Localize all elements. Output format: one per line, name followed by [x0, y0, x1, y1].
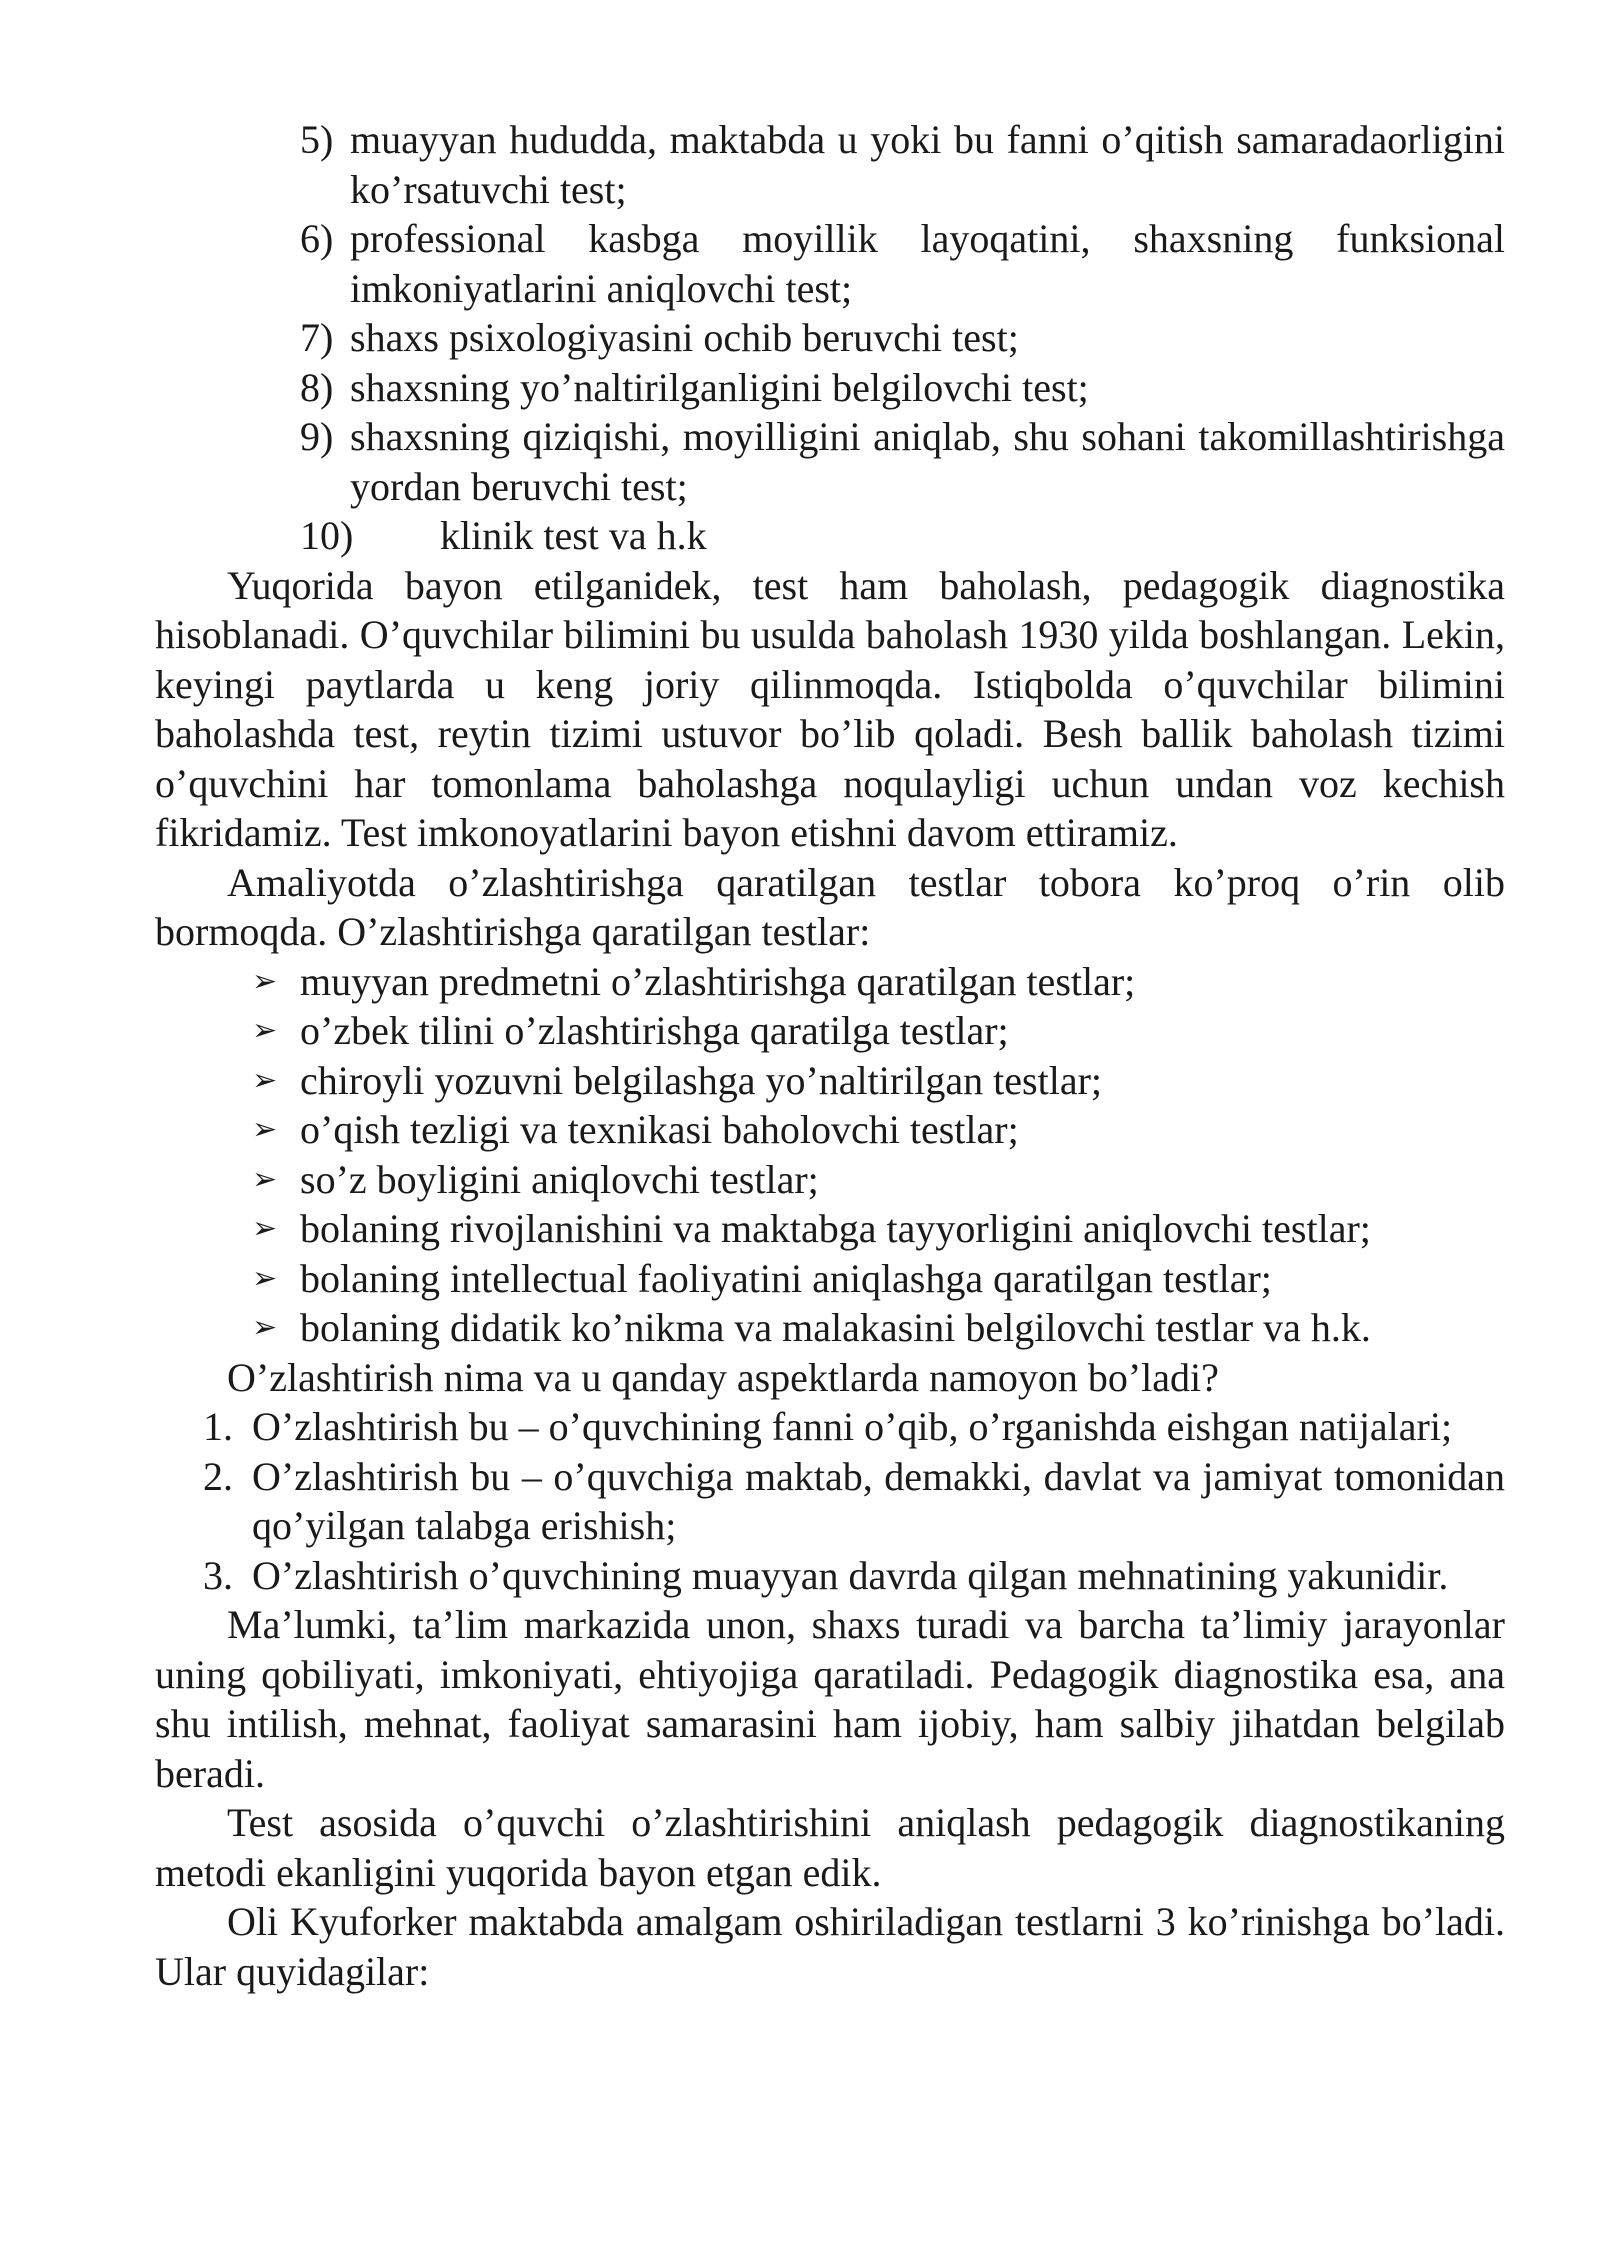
list-item-text: shaxs psixologiyasini ochib beruvchi test; [350, 315, 1019, 360]
bullet-item [155, 1204, 1505, 1254]
numbered-item [155, 1551, 1505, 1601]
mastery-tests-bullet-list [155, 957, 1505, 1353]
bullet-item [155, 1155, 1505, 1205]
list-item-number: 7) [300, 315, 334, 360]
paragraph-test-method: Test asosida o’quvchi o’zlashtirishini aniqlash pedagogik diagnostikaning metodi ekanligini yuqorida bayon etgan edik. [155, 1800, 1505, 1895]
question-line: O’zlashtirish nima va u qanday aspektlarda namoyon bo’ladi? [227, 1354, 1219, 1400]
bullet-item-text: o’zbek tilini o’zlashtirishga qaratilga testlar; [300, 1008, 1009, 1053]
list-item-text: professional kasbga moyillik layoqatini, shaxsning funksional imkoniyatlarini aniqlovchi test; [350, 216, 1505, 311]
list-item-text: muayyan hududda, maktabda u yoki bu fanni o’qitish samaradaorligini ko’rsatuvchi test; [350, 117, 1505, 212]
list-item [155, 412, 1505, 511]
bullet-item [155, 1303, 1505, 1353]
list-item-number: 9) [300, 414, 334, 459]
bullet-item [155, 1254, 1505, 1304]
arrow-bullet-icon: ➢ [252, 1062, 278, 1098]
paragraph-test-evaluation: Yuqorida bayon etilganidek, test ham baholash, pedagogik diagnostika hisoblanadi. O’quvchilar bilimini bu usulda baholash 1930 yilda boshlangan. Lekin, keyingi paytlarda u keng joriy qilinmoqda. Istiqbolda o’quvchilar bilimini baholashda test, reytin tizimi ustuvor bo’lib qoladi. Besh ballik baholash tizimi o’quvchini har tomonlama baholashga noqulayligi uchun undan voz kechish fikridamiz. Test imkonoyatlarini bayon etishni davom ettiramiz. [155, 562, 1505, 855]
list-item [155, 511, 1505, 561]
arrow-bullet-icon: ➢ [252, 1211, 278, 1246]
bullet-item-text: bolaning rivojlanishini va maktabga tayyorligini aniqlovchi testlar; [300, 1206, 1371, 1251]
arrow-bullet-icon: ➢ [252, 1013, 278, 1048]
arrow-bullet-icon: ➢ [252, 1112, 278, 1147]
arrow-bullet-icon: ➢ [252, 963, 278, 999]
list-item-number: 5) [300, 117, 334, 162]
arrow-bullet-icon: ➢ [252, 1260, 278, 1296]
bullet-item-text: bolaning intellectual faoliyatini aniqlashga qaratilgan testlar; [300, 1255, 1272, 1301]
list-item-text: shaxsning yo’naltirilganligini belgilovchi test; [350, 364, 1089, 410]
arrow-bullet-icon: ➢ [252, 1161, 278, 1197]
list-item [155, 313, 1505, 363]
bullet-item [155, 1105, 1505, 1155]
list-item-number: 6) [300, 216, 334, 261]
paragraph-education-center: Ma’lumki, ta’lim markazida unon, shaxs turadi va barcha ta’limiy jarayonlar uning qobiliyati, imkoniyati, ehtiyojiga qaratiladi. Pedagogik diagnostika esa, ana shu intilish, mehnat, faoliyat samarasini ham ijobiy, ham salbiy jihatdan belgilab beradi. [155, 1602, 1505, 1796]
numbered-item-number: 2. [203, 1453, 233, 1499]
list-item-text: klinik test va h.k [440, 513, 707, 558]
numbered-test-list [155, 115, 1505, 561]
mastery-aspects-list [155, 1402, 1505, 1600]
list-item-number: 10) [300, 513, 354, 558]
numbered-item [155, 1452, 1505, 1551]
bullet-item [155, 957, 1505, 1007]
list-item-text: shaxsning qiziqishi, moyilligini aniqlab, shu sohani takomillashtirishga yordan beruvchi test; [350, 414, 1505, 509]
bullet-item [155, 1056, 1505, 1106]
bullet-item [155, 1006, 1505, 1056]
bullet-item-text: o’qish tezligi va texnikasi baholovchi testlar; [300, 1107, 1019, 1152]
list-item [155, 363, 1505, 413]
bullet-item-text: chiroyli yozuvni belgilashga yo’naltirilgan testlar; [300, 1057, 1103, 1103]
arrow-bullet-icon: ➢ [252, 1310, 278, 1345]
numbered-item-text: O’zlashtirish o’quvchining muayyan davrda qilgan mehnatining yakunidir. [252, 1552, 1449, 1598]
numbered-item-text: O’zlashtirish bu – o’quvchiga maktab, demakki, davlat va jamiyat tomonidan qo’yilgan talabga erishish; [252, 1453, 1505, 1548]
numbered-item-text: O’zlashtirish bu – o’quvchining fanni o’qib, o’rganishda eishgan natijalari; [252, 1404, 1453, 1449]
list-item [155, 214, 1505, 313]
paragraph-mastery-tests-intro: Amaliyotda o’zlashtirishga qaratilgan testlar tobora ko’proq o’rin olib bormoqda. O’zlashtirishga qaratilgan testlar: [155, 859, 1505, 954]
list-item-number: 8) [300, 364, 334, 410]
list-item [155, 115, 1505, 214]
numbered-item-number: 3. [203, 1552, 233, 1598]
bullet-item-text: bolaning didatik ko’nikma va malakasini belgilovchi testlar va h.k. [300, 1305, 1371, 1350]
numbered-item [155, 1402, 1505, 1452]
paragraph-three-forms: Oli Kyuforker maktabda amalgam oshiriladigan testlarni 3 ko’rinishga bo’ladi. Ular quyidagilar: [155, 1899, 1505, 1994]
bullet-item-text: so’z boyligini aniqlovchi testlar; [300, 1156, 819, 1202]
bullet-item-text: muyyan predmetni o’zlashtirishga qaratilgan testlar; [300, 958, 1136, 1004]
numbered-item-number: 1. [203, 1404, 233, 1449]
